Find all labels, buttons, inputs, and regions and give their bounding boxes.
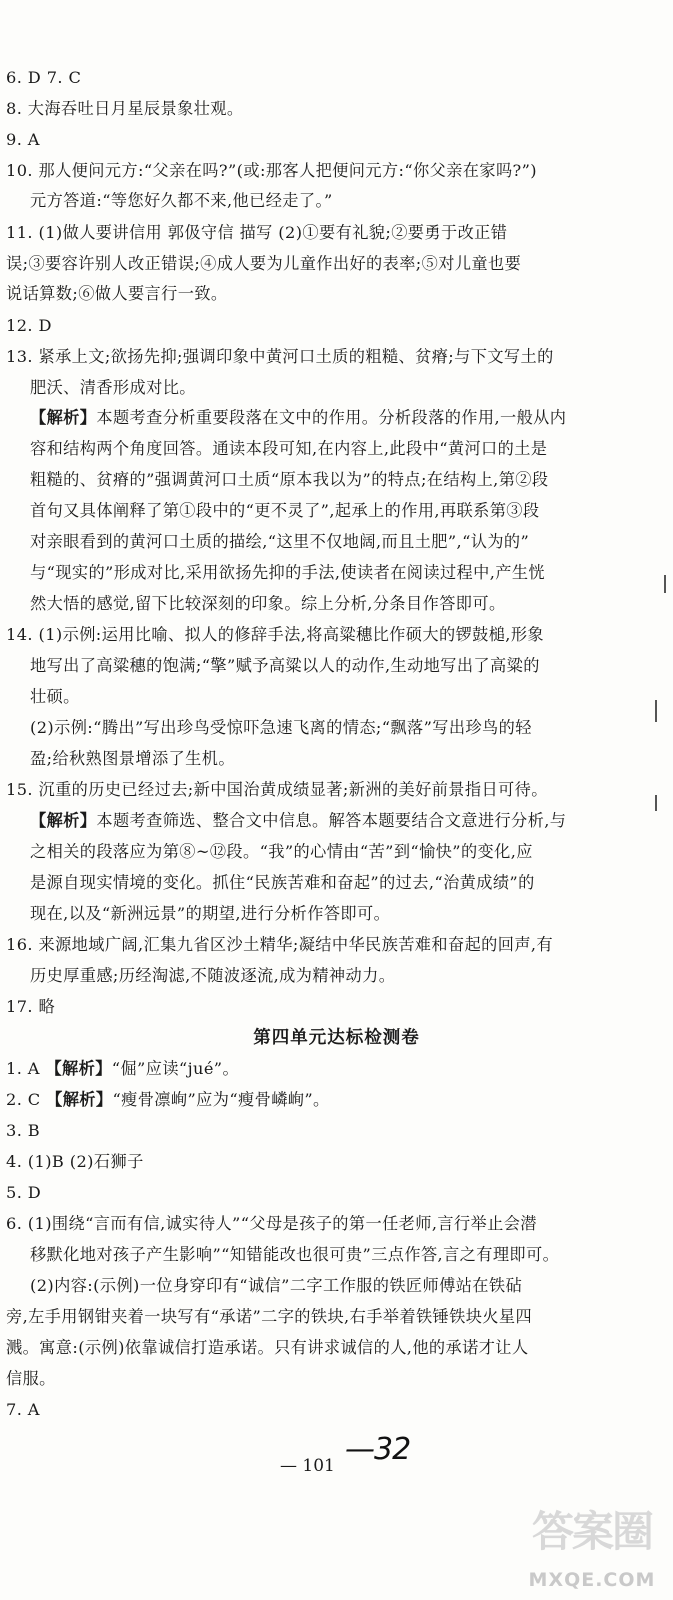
handwritten-page-number: —32: [345, 1432, 411, 1467]
answer-14-line5: 盈;给秋熟图景增添了生机。: [30, 749, 235, 768]
answer-13-analysis-line3: 粗糙的、贫瘠的”强调黄河口土质“原本我以为”的特点;在结构上,第②段: [30, 470, 549, 489]
watermark-domain: MXQE.COM: [528, 1569, 656, 1591]
answer-8: 8. 大海吞吐日月星辰景象壮观。: [6, 99, 244, 118]
analysis-label: 【解析】: [30, 408, 97, 427]
answer-15-analysis-line1: 【解析】本题考查筛选、整合文中信息。解答本题要结合文意进行分析,与: [30, 811, 567, 830]
answer-12: 12. D: [6, 316, 52, 335]
scan-edge-mark: [655, 795, 657, 811]
scan-edge-mark: [655, 700, 657, 722]
unit4-answer-6-line3: (2)内容:(示例)一位身穿印有“诚信”二字工作服的铁匠师傅站在铁砧: [30, 1276, 523, 1295]
answer-11-line1: 11. (1)做人要讲信用 郭伋守信 描写 (2)①要有礼貌;②要勇于改正错: [6, 223, 508, 242]
answer-13-analysis-line4: 首句又具体阐释了第①段中的“更不灵了”,起承上的作用,再联系第③段: [30, 501, 540, 520]
scan-edge-mark: [664, 575, 666, 593]
analysis-label: 【解析】: [30, 811, 97, 830]
unit4-answer-5: 5. D: [6, 1183, 42, 1202]
answer-13-line1: 13. 紧承上文;欲扬先抑;强调印象中黄河口土质的粗糙、贫瘠;与下文写土的: [6, 347, 554, 366]
answer-11-line3: 说话算数;⑥做人要言行一致。: [6, 284, 228, 303]
answer-6-7: 6. D 7. C: [6, 68, 82, 87]
unit4-answer-6-line6: 信服。: [6, 1369, 56, 1388]
unit4-answer-4: 4. (1)B (2)石狮子: [6, 1152, 144, 1171]
answer-10-line1: 10. 那人便问元方:“父亲在吗?”(或:那客人把便问元方:“你父亲在家吗?”): [6, 161, 538, 180]
unit4-answer-3: 3. B: [6, 1121, 41, 1140]
watermark-cn: 答案圈: [531, 1507, 652, 1556]
unit4-answer-6-line4: 旁,左手用钢钳夹着一块写有“承诺”二字的铁块,右手举着铁锤铁块火星四: [6, 1307, 533, 1326]
answer-17: 17. 略: [6, 997, 56, 1016]
analysis-label: 【解析】: [46, 1090, 113, 1109]
answer-16-line2: 历史厚重感;历经淘滤,不随波逐流,成为精神动力。: [30, 966, 396, 985]
answer-10-line2: 元方答道:“等您好久都不来,他已经走了。”: [30, 191, 333, 210]
answer-13-analysis-line5: 对亲眼看到的黄河口土质的描绘,“这里不仅地阔,而且土肥”,“认为的”: [30, 532, 530, 551]
answer-15-line1: 15. 沉重的历史已经过去;新中国治黄成绩显著;新洲的美好前景指日可待。: [6, 780, 548, 799]
watermark-logo: [517, 1507, 667, 1596]
analysis-label: 【解析】: [45, 1059, 112, 1078]
unit4-answer-1: 1. A 【解析】“倔”应读“jué”。: [6, 1059, 240, 1078]
unit4-answer-6-line2: 移默化地对孩子产生影响”“知错能改也很可贵”三点作答,言之有理即可。: [30, 1245, 560, 1264]
unit4-answer-6-line1: 6. (1)围绕“言而有信,诚实待人”“父母是孩子的第一任老师,言行举止会潜: [6, 1214, 537, 1233]
answer-9: 9. A: [6, 130, 40, 149]
answer-13-analysis-line6: 与“现实的”形成对比,采用欲扬先抑的手法,使读者在阅读过程中,产生恍: [30, 563, 546, 582]
answer-14-line2: 地写出了高粱穗的饱满;“擎”赋予高粱以人的动作,生动地写出了高粱的: [30, 656, 540, 675]
answer-13-analysis-line2: 容和结构两个角度回答。通读本段可知,在内容上,此段中“黄河口的土是: [30, 439, 548, 458]
unit4-answer-6-line5: 溅。寓意:(示例)依靠诚信打造承诺。只有讲求诚信的人,他的承诺才让人: [6, 1338, 529, 1357]
answer-13-analysis-line7: 然大悟的感觉,留下比较深刻的印象。综上分析,分条目作答即可。: [30, 594, 506, 613]
page-number: — 101: [280, 1456, 335, 1476]
unit4-answer-7: 7. A: [6, 1400, 40, 1419]
section-title-unit4: 第四单元达标检测卷: [253, 1028, 420, 1048]
answer-13-analysis-line1: 【解析】本题考查分析重要段落在文中的作用。分析段落的作用,一般从内: [30, 408, 567, 427]
answer-14-line3: 壮硕。: [30, 687, 80, 706]
answer-11-line2: 误;③要容许别人改正错误;④成人要为儿童作出好的表率;⑤对儿童也要: [6, 254, 522, 273]
answer-14-line4: (2)示例:“腾出”写出珍鸟受惊吓急速飞离的情态;“飘落”写出珍鸟的轻: [30, 718, 532, 737]
answer-15-analysis-line2: 之相关的段落应为第⑧~⑫段。“我”的心情由“苦”到“愉快”的变化,应: [30, 842, 533, 861]
unit4-answer-2: 2. C 【解析】“瘦骨凛峋”应为“瘦骨嶙峋”。: [6, 1090, 330, 1109]
answer-15-analysis-line4: 现在,以及“新洲远景”的期望,进行分析作答即可。: [30, 904, 391, 923]
answer-15-analysis-line3: 是源自现实情境的变化。抓住“民族苦难和奋起”的过去,“治黄成绩”的: [30, 873, 535, 892]
answer-13-line2: 肥沃、清香形成对比。: [30, 378, 196, 397]
answer-16-line1: 16. 来源地域广阔,汇集九省区沙土精华;凝结中华民族苦难和奋起的回声,有: [6, 935, 554, 954]
answer-14-line1: 14. (1)示例:运用比喻、拟人的修辞手法,将高粱穗比作硕大的锣鼓槌,形象: [6, 625, 545, 644]
